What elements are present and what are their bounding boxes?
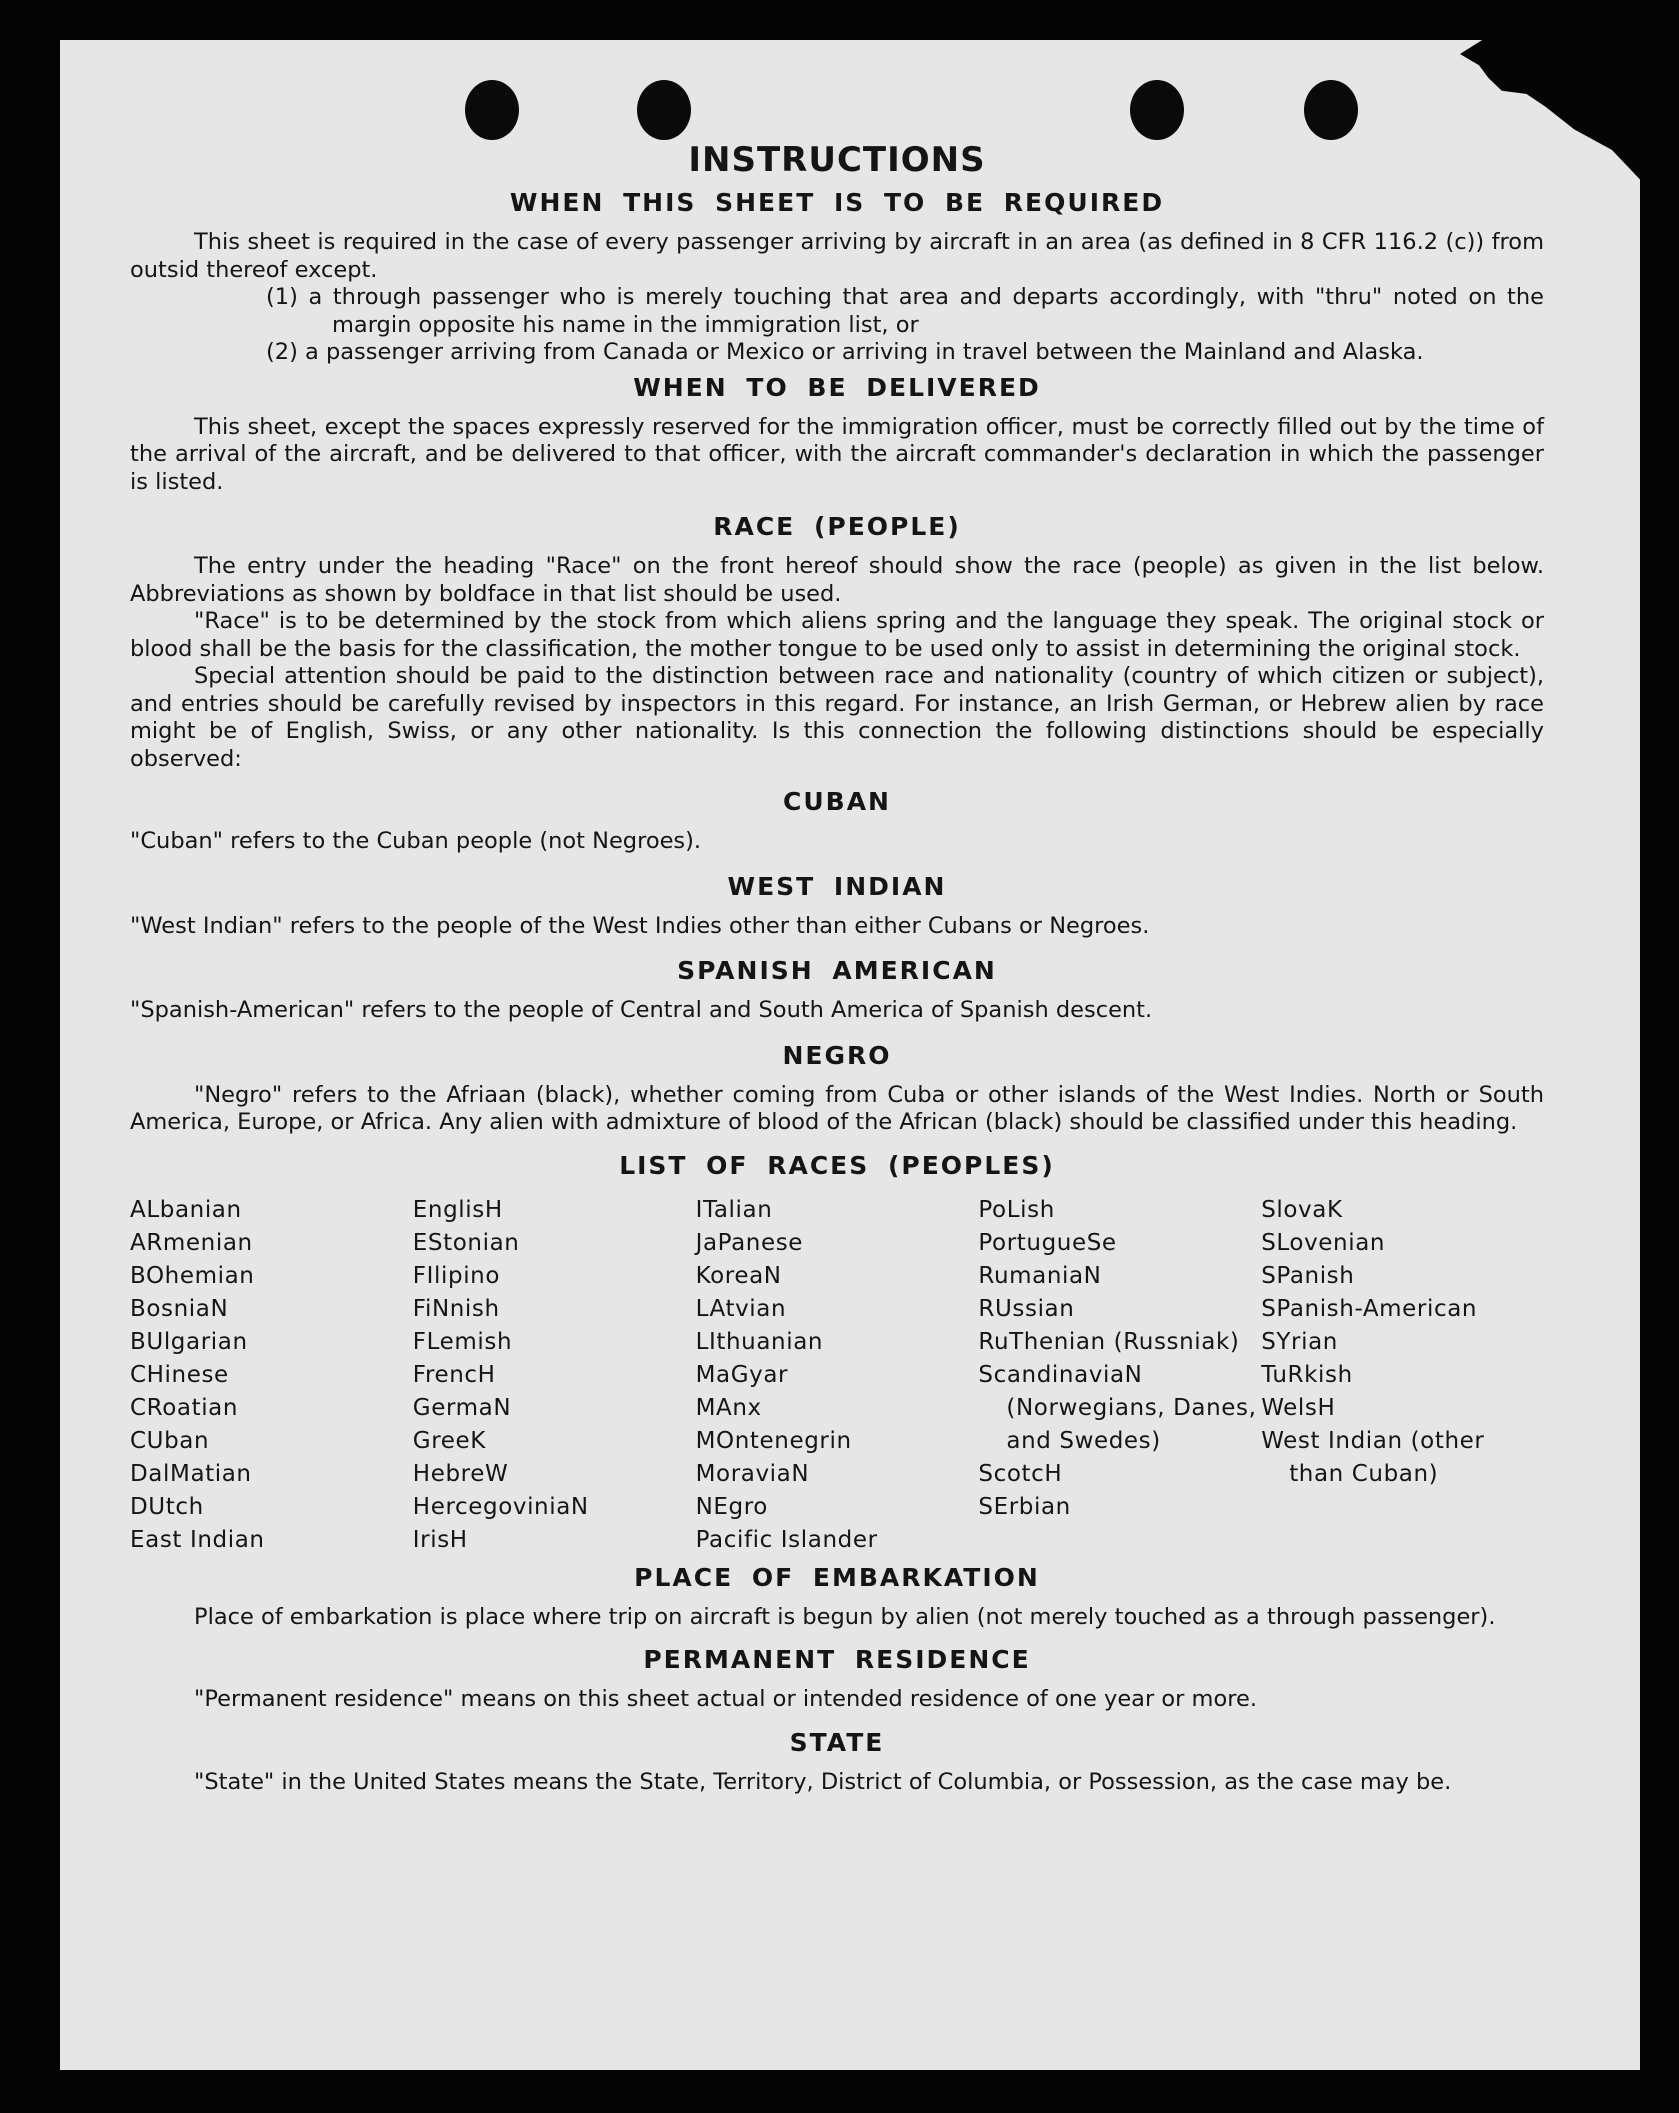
race-entry: SErbian (978, 1493, 1071, 1520)
race-entry: HebreW (412, 1460, 509, 1487)
race-entry: JaPanese (695, 1229, 804, 1256)
race-entry: ScotcH (978, 1460, 1063, 1487)
races-column (696, 1194, 979, 1557)
races-column (413, 1194, 696, 1557)
race-entry: CRoatian (130, 1394, 239, 1421)
race-entry: CUban (130, 1427, 210, 1454)
race-entry: BOhemian (130, 1262, 255, 1289)
race-entry: LIthuanian (695, 1328, 824, 1355)
race-entry: IrisH (412, 1526, 468, 1553)
required-text: This sheet is required in the case of every passenger arriving by aircraft in an area (as defined in 8 CFR 116.2 (c)) from outsid thereof except. (130, 229, 1544, 283)
heading-required: WHEN THIS SHEET IS TO BE REQUIRED (509, 188, 1165, 217)
race-entry: SLovenian (1261, 1229, 1386, 1256)
race-entry: NEgro (695, 1493, 768, 1520)
race-entry: FIlipino (412, 1262, 501, 1289)
heading-cuban: CUBAN (783, 787, 891, 816)
state-text: "State" in the United States means the State, Territory, District of Columbia, or Possession, as the case may be. (194, 1768, 1452, 1795)
race-entry: BUlgarian (130, 1328, 248, 1355)
cuban-text: "Cuban" refers to the Cuban people (not Negroes). (130, 828, 702, 854)
heading-negro: NEGRO (782, 1040, 892, 1070)
heading-delivered: WHEN TO BE DELIVERED (633, 372, 1041, 402)
race-entry: ScandinaviaN (Norwegians, Danes, and Swedes) (978, 1361, 1257, 1454)
punch-hole (1304, 80, 1358, 140)
race-entry: EStonian (412, 1229, 520, 1256)
heading-permanent-residence: PERMANENT RESIDENCE (643, 1645, 1031, 1674)
race-entry: ARmenian (130, 1229, 253, 1256)
races-column (1261, 1194, 1544, 1557)
page-title: INSTRUCTIONS (688, 140, 986, 180)
race-paragraph-3: Special attention should be paid to the distinction between race and nationality (country of which citizen or subject), and entries should be carefully revised by inspectors in this regard. For instance, an Irish German, or Hebrew alien by race might be of English, Swiss, or any other nationality. Is this connection the following distinctions should be especially observed: (130, 663, 1544, 772)
races-list (130, 1194, 1544, 1557)
race-entry: CHinese (130, 1361, 229, 1388)
race-entry: East Indian (130, 1526, 265, 1553)
race-entry: BosniaN (130, 1295, 229, 1322)
race-entry: WelsH (1261, 1394, 1336, 1421)
instructions-content (130, 140, 1544, 1796)
heading-state: STATE (789, 1727, 885, 1757)
race-entry: SPanish (1261, 1262, 1355, 1289)
race-entry: ALbanian (130, 1196, 242, 1223)
negro-text: "Negro" refers to the Afriaan (black), whether coming from Cuba or other islands of the West Indies. North or South America, Europe, or Africa. Any alien with admixture of blood of the African (black) should be classified under this heading. (130, 1081, 1544, 1135)
race-entry: West Indian (other than Cuban) (1261, 1427, 1485, 1487)
permanent-residence-text: "Permanent residence" means on this sheet actual or intended residence of one year or more. (194, 1686, 1257, 1712)
race-entry: ITalian (695, 1196, 773, 1223)
spanish-american-text: "Spanish-American" refers to the people of Central and South America of Spanish descent. (130, 997, 1153, 1023)
race-entry: MaGyar (695, 1361, 789, 1388)
race-entry: GreeK (412, 1427, 486, 1454)
race-entry: RuThenian (Russniak) (978, 1328, 1240, 1355)
race-entry: Pacific Islander (695, 1526, 878, 1553)
race-entry: SlovaK (1261, 1196, 1343, 1223)
race-entry: MoraviaN (695, 1460, 810, 1487)
race-entry: PoLish (978, 1196, 1055, 1223)
race-entry: EnglisH (412, 1196, 503, 1223)
race-entry: SYrian (1261, 1328, 1338, 1355)
embarkation-text: Place of embarkation is place where trip on aircraft is begun by alien (not merely touched as a through passenger). (194, 1603, 1496, 1630)
heading-spanish-american: SPANISH AMERICAN (677, 956, 997, 985)
races-column (130, 1194, 413, 1557)
punch-hole (1130, 80, 1184, 140)
race-entry: FrencH (412, 1361, 496, 1388)
race-entry: GermaN (412, 1394, 512, 1421)
punch-hole (465, 80, 519, 140)
heading-embarkation: PLACE OF EMBARKATION (634, 1562, 1040, 1592)
heading-west-indian: WEST INDIAN (727, 871, 947, 901)
race-entry: TuRkish (1261, 1361, 1353, 1388)
race-entry: DUtch (130, 1493, 204, 1520)
required-exception-1: (1) a through passenger who is merely touching that area and departs accordingly, with "thru" noted on the margin opposite his name in the immigration list, or (266, 284, 1544, 338)
race-entry: RUssian (978, 1295, 1075, 1322)
west-indian-text: "West Indian" refers to the people of the West Indies other than either Cubans or Negroes. (130, 912, 1150, 939)
race-entry: DalMatian (130, 1460, 252, 1487)
delivered-text: This sheet, except the spaces expressly reserved for the immigration officer, must be correctly filled out by the time of the arrival of the aircraft, and be delivered to that officer, with the aircraft commander's declaration in which the passenger is listed. (130, 413, 1544, 495)
document-sheet (60, 40, 1640, 2070)
race-entry: KoreaN (695, 1262, 782, 1289)
required-exception-2: (2) a passenger arriving from Canada or Mexico or arriving in travel between the Mainland and Alaska. (266, 339, 1424, 365)
punch-hole (637, 80, 691, 140)
races-column (978, 1194, 1261, 1557)
race-entry: FLemish (412, 1328, 513, 1355)
race-entry: MAnx (695, 1394, 762, 1421)
race-entry: PortugueSe (978, 1229, 1117, 1256)
race-paragraph-2: "Race" is to be determined by the stock from which aliens spring and the language they speak. The original stock or blood shall be the basis for the classification, the mother tongue to be used only to assist in determining the original stock. (130, 608, 1544, 662)
race-entry: MOntenegrin (695, 1427, 852, 1454)
race-entry: HercegoviniaN (412, 1493, 589, 1520)
race-entry: LAtvian (695, 1295, 787, 1322)
heading-race: RACE (PEOPLE) (713, 512, 961, 541)
race-entry: SPanish-American (1261, 1295, 1478, 1322)
race-entry: RumaniaN (978, 1262, 1102, 1289)
race-entry: FiNnish (412, 1295, 500, 1322)
heading-list-of-races: LIST OF RACES (PEOPLES) (619, 1150, 1055, 1180)
race-paragraph-1: The entry under the heading "Race" on the front hereof should show the race (people) as given in the list below. Abbreviations as shown by boldface in that list should be used. (130, 553, 1544, 607)
